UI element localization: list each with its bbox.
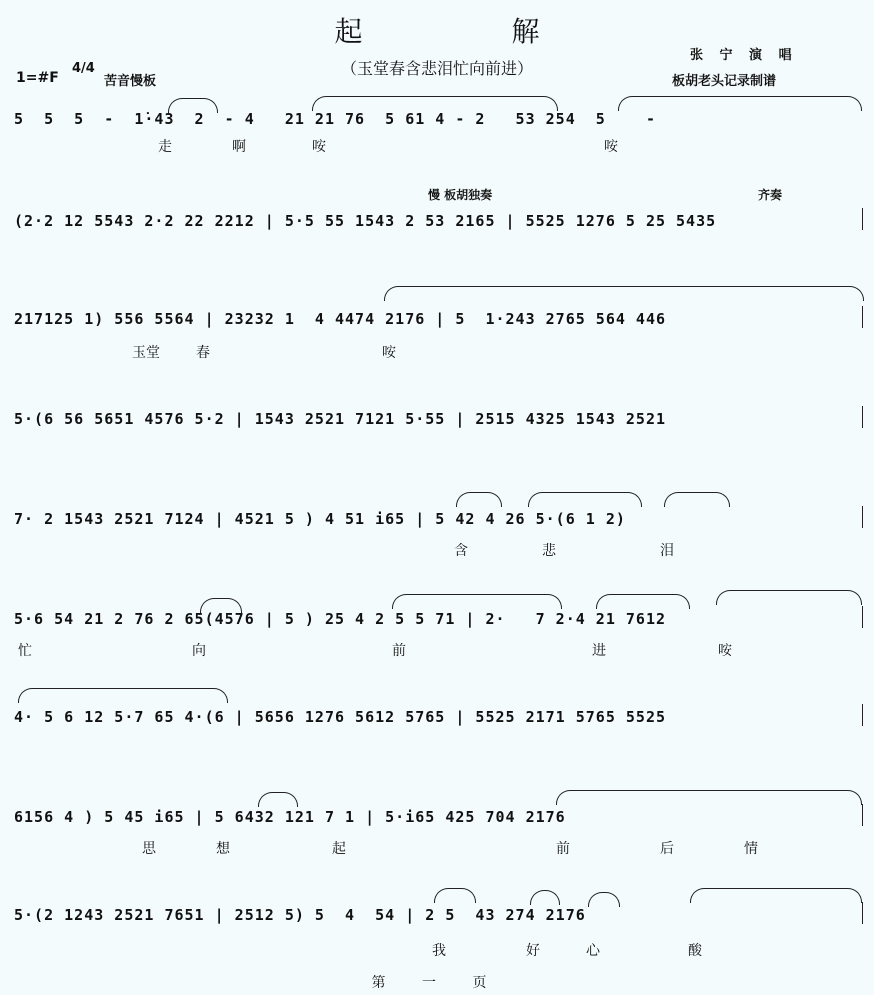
notation-line: 5·(2 1243 2521 7651 | 2512 5) 5 4 54 | 2 5 43 274 2176 — [14, 906, 586, 924]
notation-line: 5·6 54 21 2 76 2 65(4576 | 5 ) 25 4 2 5 5 71 | 2· 7 2·4 21 7612 — [14, 610, 666, 628]
score-row-3 — [0, 282, 874, 361]
lyrics-line — [0, 924, 874, 959]
lyric: 心 — [586, 943, 600, 959]
score-row-1 — [0, 96, 874, 166]
lyric: 春 — [196, 345, 210, 361]
lyric: 悲 — [542, 543, 556, 559]
slur — [690, 888, 862, 903]
section-label-tutti: 齐奏 — [758, 188, 783, 202]
notation-line: 5 5 5 - 1̇·43 2 - 4 21 21 76 5 61 4 - 2 53 254 5 - — [14, 110, 656, 128]
lyric: 前 — [392, 643, 406, 659]
lyric: 玉堂 — [132, 345, 160, 361]
lyric: 向 — [192, 643, 206, 659]
slur — [556, 790, 862, 805]
slur — [18, 688, 228, 703]
time-signature — [72, 62, 95, 76]
notation-line: 217125 1) 556 5564 | 23232 1 4 4474 2176 | 5 1·243 2765 564 446 — [14, 310, 666, 328]
section-label-solo: 慢 板胡独奏 — [428, 188, 493, 202]
slur — [716, 590, 862, 605]
barline — [862, 208, 863, 230]
lyric: 咹 — [718, 643, 732, 659]
barline — [862, 406, 863, 428]
slur — [312, 96, 558, 111]
lyrics-line — [0, 630, 874, 659]
score-row-4 — [0, 392, 874, 442]
notation-line: 5·(6 56 5651 4576 5·2 | 1543 2521 7121 5·55 | 2515 4325 1543 2521 — [14, 410, 666, 428]
barline — [862, 804, 863, 826]
lyric: 前 — [556, 841, 570, 857]
score-row-9 — [0, 884, 874, 964]
lyric: 含 — [454, 543, 468, 559]
notation-line: 7· 2 1543 2521 7124 | 4521 5 ) 4 51 i65 | 5 42 4 26 5·(6 1 2) — [14, 510, 626, 528]
lyric: 忙 — [18, 643, 32, 659]
lyric: 泪 — [660, 543, 674, 559]
lyric: 思 — [142, 841, 156, 857]
lyric: 后 — [660, 841, 674, 857]
lyric: 起 — [332, 841, 346, 857]
lyric: 好 — [526, 943, 540, 959]
lyric: 咹 — [382, 345, 396, 361]
lyrics-line — [0, 322, 874, 361]
score-row-8 — [0, 790, 874, 860]
performer-credit: 张 宁 演 唱 — [690, 48, 798, 63]
lyric: 进 — [592, 643, 606, 659]
slur — [456, 492, 502, 507]
tempo-marking: 苦音慢板 — [104, 74, 157, 89]
lyric: 想 — [216, 841, 230, 857]
lyric: 酸 — [688, 943, 702, 959]
slur — [392, 594, 562, 609]
slur — [596, 594, 690, 609]
lyrics-line — [0, 528, 874, 559]
slur — [384, 286, 864, 301]
notation-line: 4· 5 6 12 5·7 65 4·(6 | 5656 1276 5612 5765 | 5525 2171 5765 5525 — [14, 708, 666, 726]
slur — [528, 492, 642, 507]
barline — [862, 306, 863, 328]
notation-line: 6156 4 ) 5 45 i65 | 5 6432 121 7 1 | 5·i65 425 704 2176 — [14, 808, 566, 826]
notation-line: (2·2 12 5543 2·2 22 2212 | 5·5 55 1543 2 53 2165 | 5525 1276 5 25 5435 — [14, 212, 717, 230]
barline — [862, 506, 863, 528]
lyrics-line — [0, 830, 874, 857]
key-signature: 1=#F — [16, 70, 59, 86]
page-number: 第 一 页 — [371, 975, 503, 991]
score-row-6 — [0, 590, 874, 660]
lyric: 我 — [432, 943, 446, 959]
slur — [664, 492, 730, 507]
song-title: 起 解 — [334, 15, 610, 48]
score-row-7 — [0, 686, 874, 736]
slur — [618, 96, 862, 111]
score-row-5 — [0, 488, 874, 558]
lyric: 咹 — [312, 139, 326, 155]
song-subtitle: （玉堂春含悲泪忙向前进） — [340, 59, 533, 78]
barline — [862, 704, 863, 726]
barline — [862, 902, 863, 924]
lyric: 走 — [158, 139, 172, 155]
time-signature-value: 4/4 — [72, 61, 95, 76]
slur — [434, 888, 476, 903]
lyrics-line — [0, 136, 874, 156]
score-row-2 — [0, 186, 874, 246]
slur — [530, 890, 560, 905]
barline — [862, 606, 863, 628]
lyric: 情 — [744, 841, 758, 857]
lyric: 咹 — [604, 139, 618, 155]
slur — [258, 792, 298, 807]
lyric: 啊 — [232, 139, 246, 155]
arranger-credit: 板胡老头记录制谱 — [672, 74, 777, 89]
slur — [588, 892, 620, 907]
